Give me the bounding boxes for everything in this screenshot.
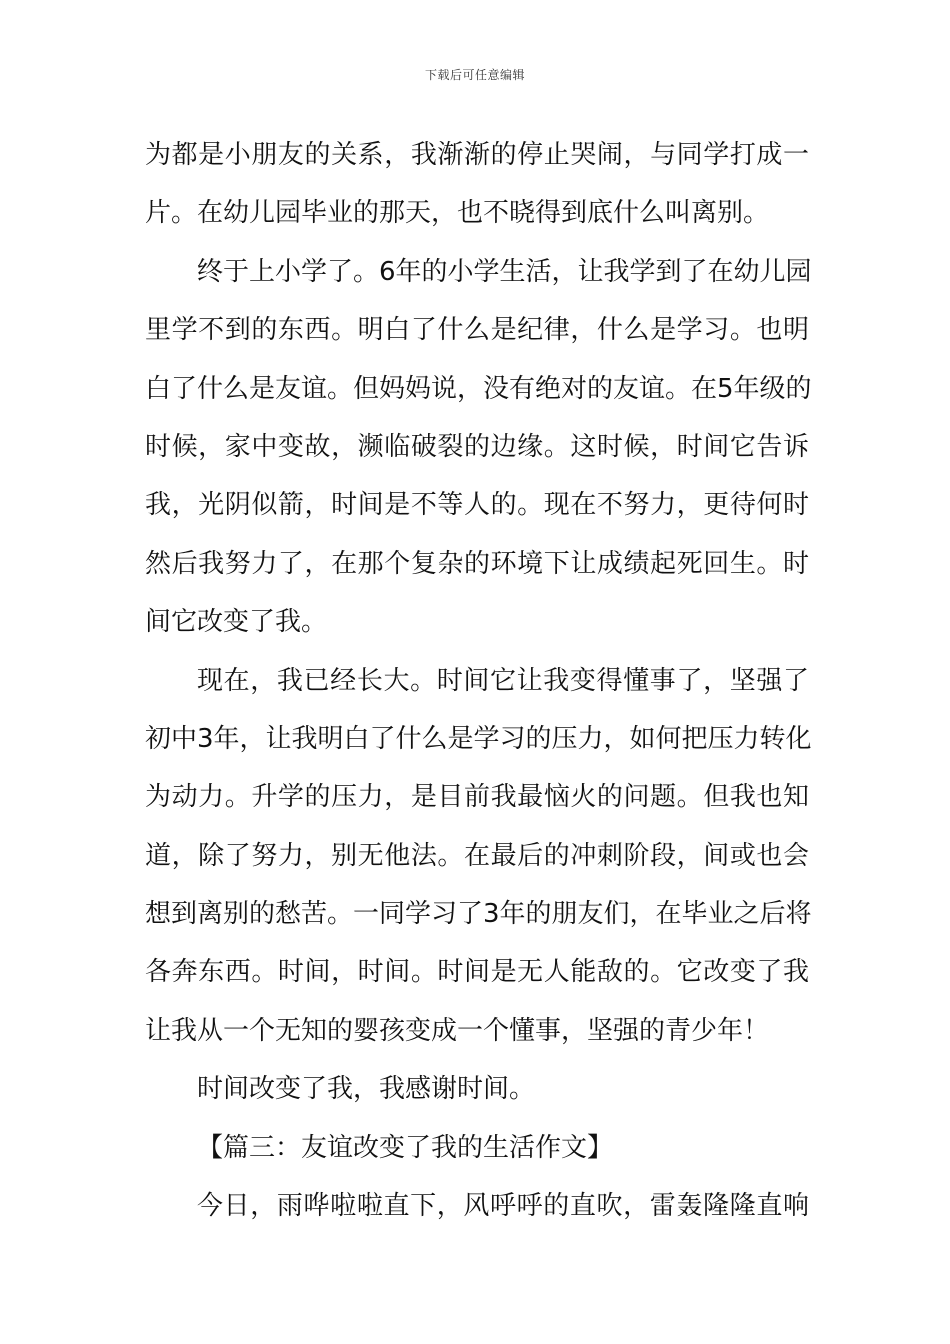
paragraph-start-line: 终于上小学了。6年的小学生活，让我学到了在幼儿园	[197, 256, 812, 287]
section-heading: 【篇三：友谊改变了我的生活作文】	[197, 1132, 614, 1163]
paragraph-start-line: 今日，雨哗啦啦直下，风呼呼的直吹，雷轰隆隆直响	[197, 1191, 809, 1222]
text-line: 让我从一个无知的婴孩变成一个懂事，坚强的青少年！	[145, 1015, 770, 1046]
text-line: 白了什么是友谊。但妈妈说，没有绝对的友谊。在5年级的	[145, 373, 812, 404]
text-line: 时候，家中变故，濒临破裂的边缘。这时候，时间它告诉	[145, 431, 809, 462]
text-line: 想到离别的愁苦。一同学习了3年的朋友们，在毕业之后将	[145, 899, 812, 930]
paragraph-start-line: 时间改变了我，我感谢时间。	[197, 1074, 536, 1105]
paragraph-start-line: 现在，我已经长大。时间它让我变得懂事了，坚强了	[197, 665, 809, 696]
document-body	[145, 126, 812, 1235]
text-line: 为都是小朋友的关系，我渐渐的停止哭闹，与同学打成一	[145, 140, 809, 170]
text-line: 间它改变了我。	[145, 607, 328, 638]
text-line: 道，除了努力，别无他法。在最后的冲刺阶段，间或也会	[145, 840, 809, 871]
text-line: 为动力。升学的压力，是目前我最恼火的问题。但我也知	[145, 782, 809, 813]
text-line: 片。在幼儿园毕业的那天，也不晓得到底什么叫离别。	[145, 198, 770, 229]
text-line: 里学不到的东西。明白了什么是纪律，什么是学习。也明	[145, 315, 809, 346]
text-line: 我，光阴似箭，时间是不等人的。现在不努力，更待何时	[145, 490, 809, 521]
page-header: 下载后可任意编辑	[424, 68, 525, 82]
text-line: 初中3年，让我明白了什么是学习的压力，如何把压力转化	[145, 723, 812, 754]
text-line: 然后我努力了，在那个复杂的环境下让成绩起死回生。时	[145, 548, 809, 579]
text-line: 各奔东西。时间，时间。时间是无人能敌的。它改变了我	[145, 957, 809, 988]
